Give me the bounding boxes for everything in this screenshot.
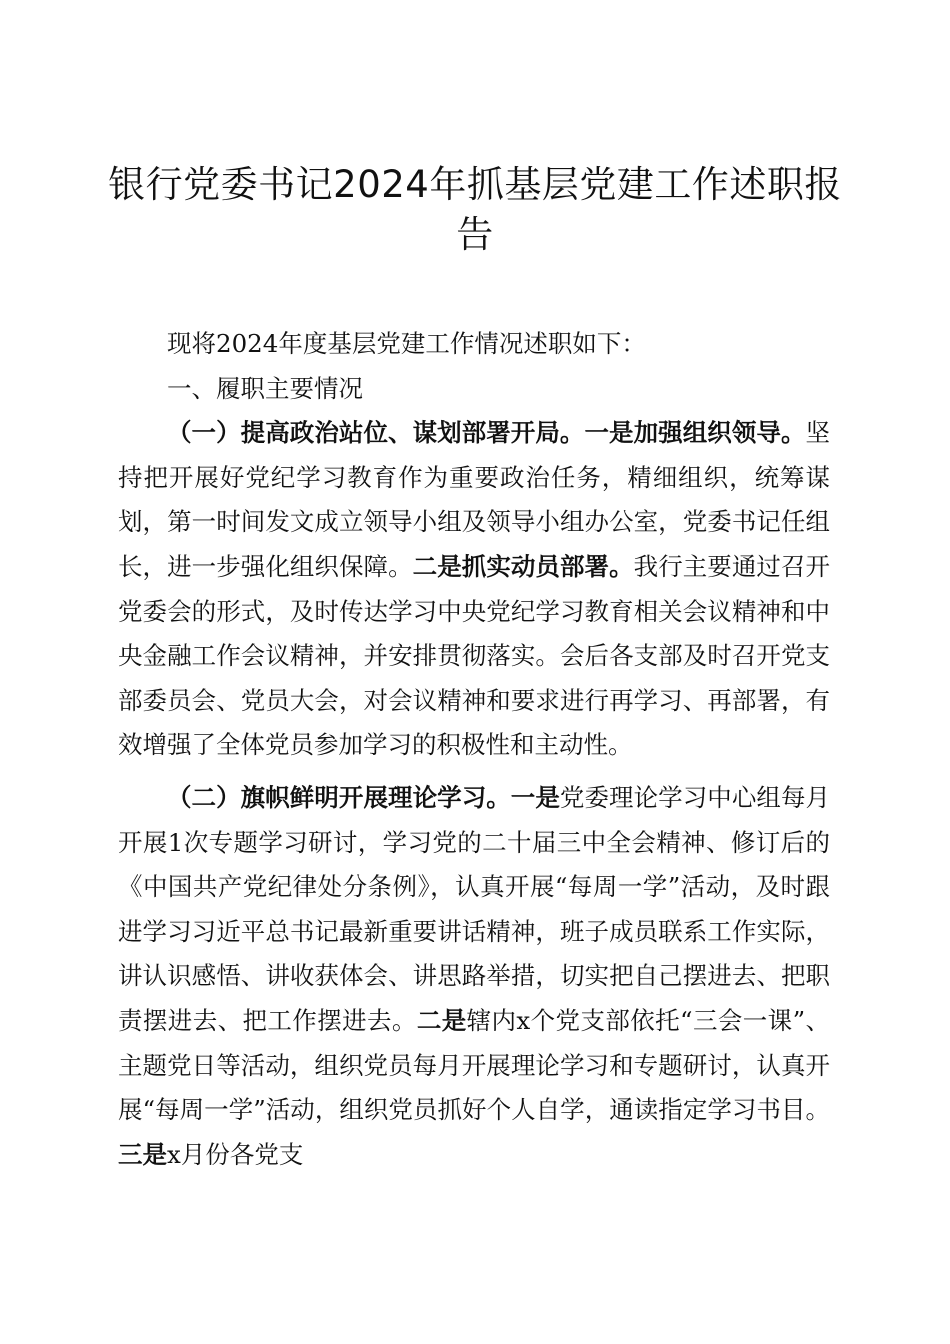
paragraph-1-text-b: 我行主要通过召开党委会的形式，及时传达学习中央党纪学习教育相关会议精神和中央金融工作会议精神，并安排贯彻落实。会后各支部及时召开党支部委员会、党员大会，对会议精神和要求进行再学习、再部署，有效增强了全体党员参加学习的积极性和主动性。 bbox=[118, 551, 831, 760]
section-heading: 一、履职主要情况 bbox=[167, 373, 363, 403]
paragraph-2-text-c: x月份各党支 bbox=[167, 1139, 304, 1169]
paragraph-2-lead: （二）旗帜鲜明开展理论学习。一是 bbox=[167, 782, 560, 812]
paragraph-2-point-3: 三是 bbox=[118, 1139, 167, 1169]
paragraph-2 bbox=[118, 776, 830, 1177]
paragraph-2-text-a: 党委理论学习中心组每月开展1次专题学习研讨，学习党的二十届三中全会精神、修订后的《中国共产党纪律处分条例》，认真开展“每周一学”活动，及时跟进学习习近平总书记最新重要讲话精神，班子成员联系工作实际，讲认识感悟、讲收获体会、讲思路举措，切实把自己摆进去、把职责摆进去、把工作摆进去。 bbox=[118, 782, 830, 1035]
intro-paragraph: 现将2024年度基层党建工作情况述职如下： bbox=[167, 329, 646, 358]
paragraph-1 bbox=[118, 411, 830, 768]
paragraph-1-point-2: 二是抓实动员部署。 bbox=[412, 551, 634, 581]
paragraph-1-lead: （一）提高政治站位、谋划部署开局。一是加强组织领导。 bbox=[167, 418, 806, 448]
paragraph-2-point-2: 二是 bbox=[416, 1005, 467, 1035]
document-body bbox=[118, 322, 830, 1177]
paragraph-2-text-b: 辖内x个党支部依托“三会一课”、主题党日等活动，组织党员每月开展理论学习和专题研讨，认真开展“每周一学”活动，组织党员抓好个人自学，通读指定学习书目。 bbox=[118, 1005, 831, 1125]
document-title: 银行党委书记2024年抓基层党建工作述职报告 bbox=[108, 163, 842, 256]
paragraph-1-text-a: 坚持把开展好党纪学习教育作为重要政治任务，精细组织，统筹谋划，第一时间发文成立领导小组及领导小组办公室，党委书记任组长，进一步强化组织保障。 bbox=[118, 418, 830, 581]
